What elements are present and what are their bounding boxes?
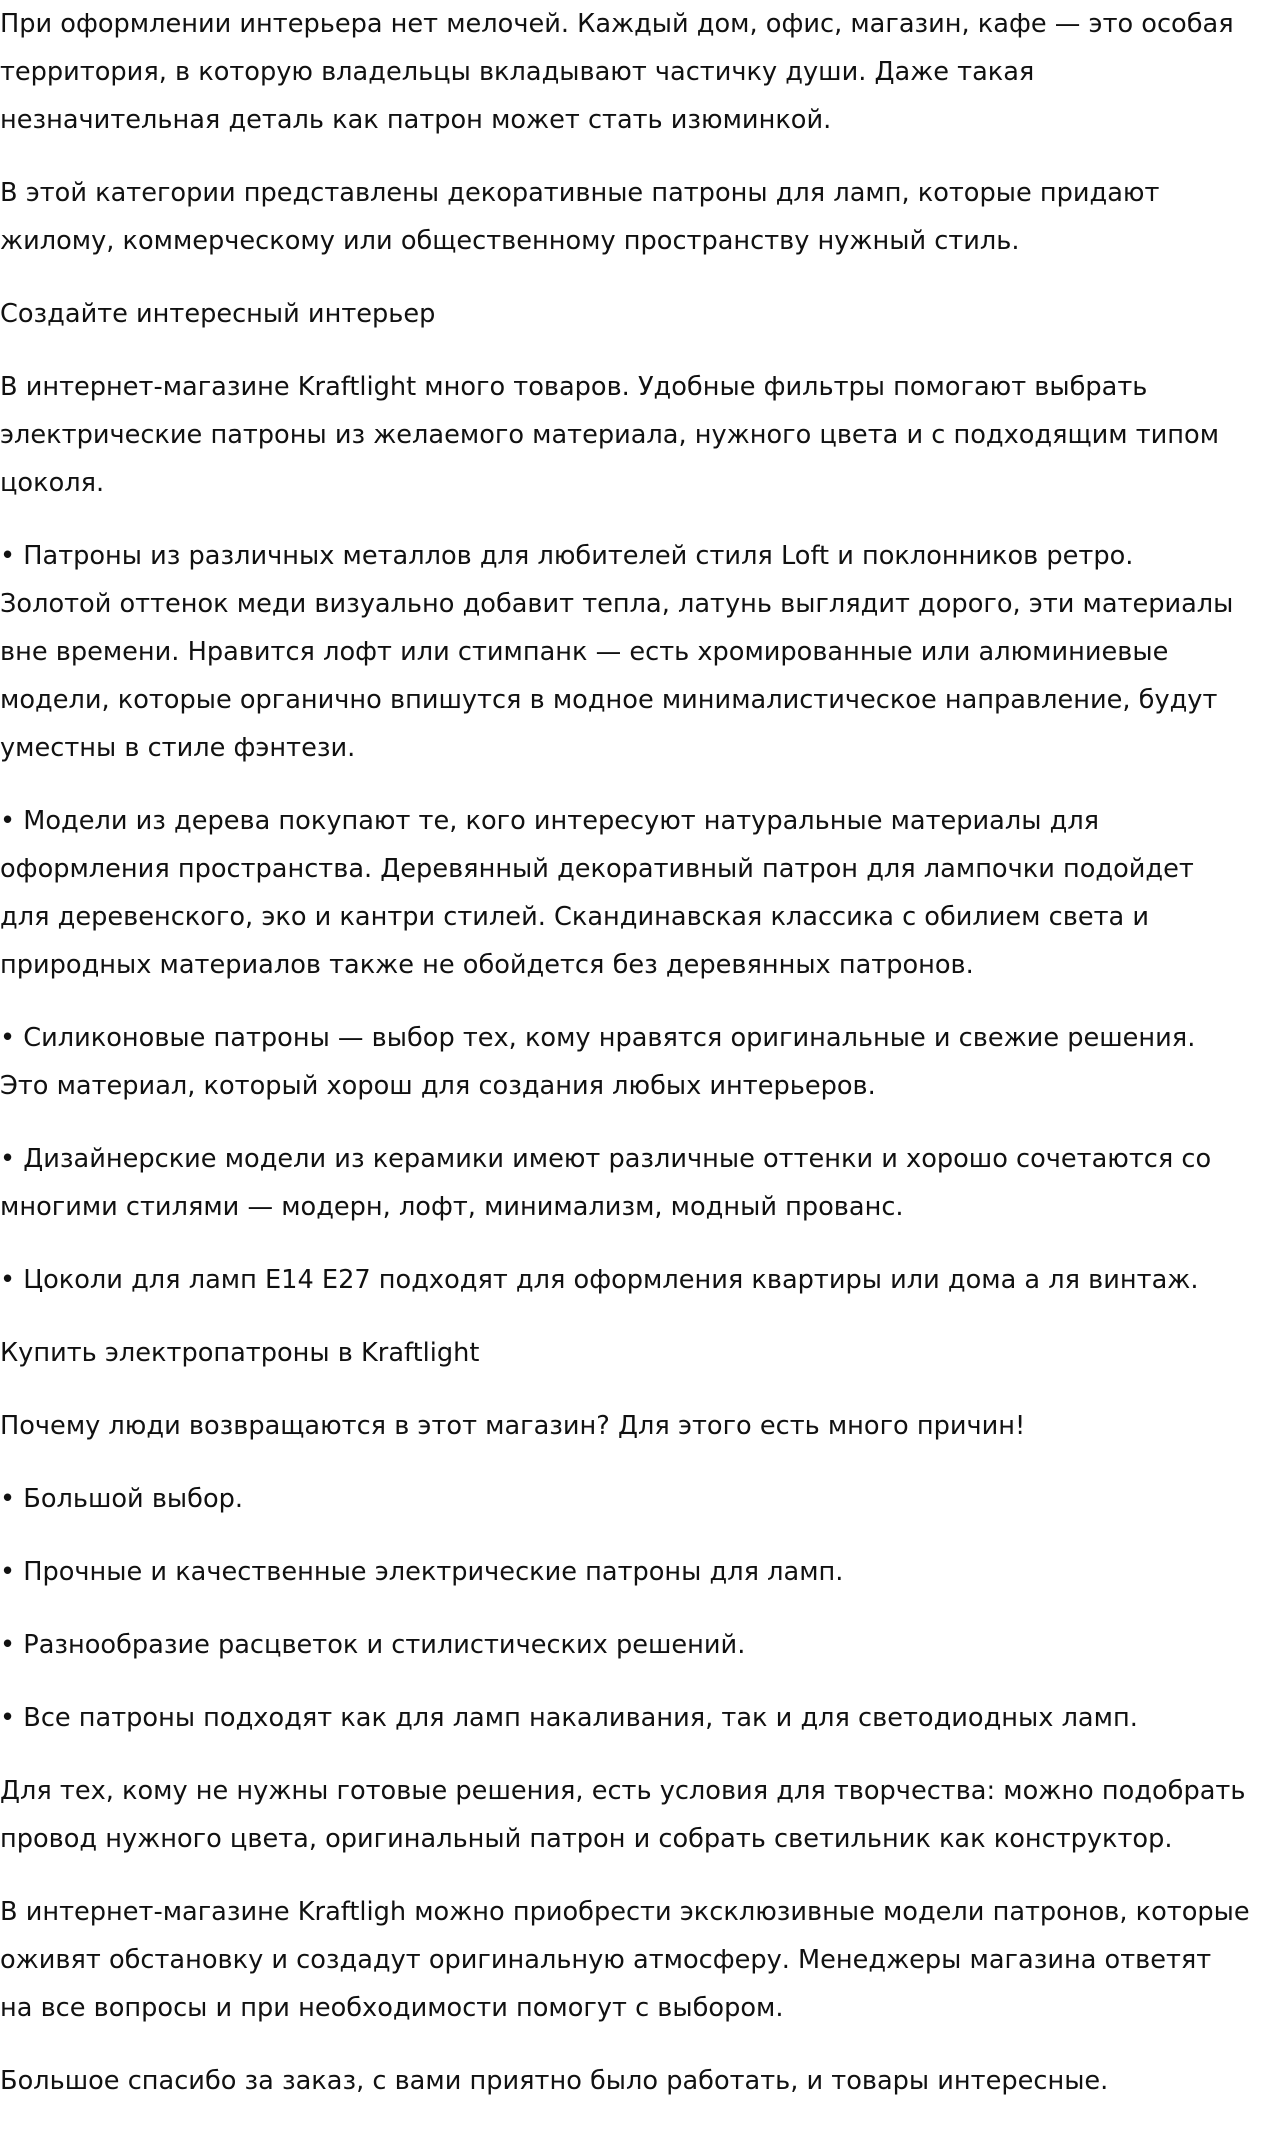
list-item-colors: • Разнообразие расцветок и стилистических решений. bbox=[0, 1630, 746, 1660]
creativity-paragraph: Для тех, кому не нужны готовые решения, есть условия для творчества: можно подобрать провод нужного цвета, оригинальный патрон и собрать светильник как конструктор. bbox=[0, 1776, 1246, 1854]
exclusive-models-paragraph: В интернет-магазине Kraftligh можно приобрести эксклюзивные модели патронов, которые оживят обстановку и создадут оригинальную атмосферу. Менеджеры магазина ответят на все вопросы и при необходимости помогут с выбором. bbox=[0, 1897, 1250, 2023]
list-item-silicone: • Силиконовые патроны — выбор тех, кому нравятся оригинальные и свежие решения. Это материал, который хорош для создания любых интерьеров. bbox=[0, 1023, 1196, 1101]
list-item-wood: • Модели из дерева покупают те, кого интересуют натуральные материалы для оформления пространства. Деревянный декоративный патрон для лампочки подойдет для деревенского, эко и кантри стилей. Скандинавская классика с обилием света и природных материалов также не обойдется без деревянных патронов. bbox=[0, 806, 1194, 980]
section-heading-buy: Купить электропатроны в Kraftlight bbox=[0, 1338, 480, 1368]
list-item-choice: • Большой выбор. bbox=[0, 1484, 244, 1514]
list-item-sockets: • Цоколи для ламп E14 E27 подходят для оформления квартиры или дома а ля винтаж. bbox=[0, 1265, 1199, 1295]
section-heading-interior: Создайте интересный интерьер bbox=[0, 299, 436, 329]
intro-paragraph: При оформлении интерьера нет мелочей. Каждый дом, офис, магазин, кафе — это особая территория, в которую владельцы вкладывают частичку души. Даже такая незначительная деталь как патрон может стать изюминкой. bbox=[0, 9, 1234, 135]
list-item-metal: • Патроны из различных металлов для любителей стиля Loft и поклонников ретро. Золотой оттенок меди визуально добавит тепла, латунь выглядит дорого, эти материалы вне времени. Нравится лофт или стимпанк — есть хромированные или алюминиевые модели, которые органично впишутся в модное минималистическое направление, будут уместны в стиле фэнтези. bbox=[0, 541, 1234, 763]
thank-you-paragraph: Большое спасибо за заказ, с вами приятно было работать, и товары интересные. bbox=[0, 2066, 1109, 2096]
reasons-intro-paragraph: Почему люди возвращаются в этот магазин? Для этого есть много причин! bbox=[0, 1411, 1026, 1441]
list-item-lamp-types: • Все патроны подходят как для ламп накаливания, так и для светодиодных ламп. bbox=[0, 1703, 1138, 1733]
list-item-ceramic: • Дизайнерские модели из керамики имеют различные оттенки и хорошо сочетаются со многими стилями — модерн, лофт, минимализм, модный прованс. bbox=[0, 1144, 1212, 1222]
list-item-quality: • Прочные и качественные электрические патроны для ламп. bbox=[0, 1557, 844, 1587]
filters-paragraph: В интернет-магазине Kraftlight много товаров. Удобные фильтры помогают выбрать электрические патроны из желаемого материала, нужного цвета и с подходящим типом цоколя. bbox=[0, 372, 1220, 498]
category-description-paragraph: В этой категории представлены декоративные патроны для ламп, которые придают жилому, коммерческому или общественному пространству нужный стиль. bbox=[0, 178, 1160, 256]
